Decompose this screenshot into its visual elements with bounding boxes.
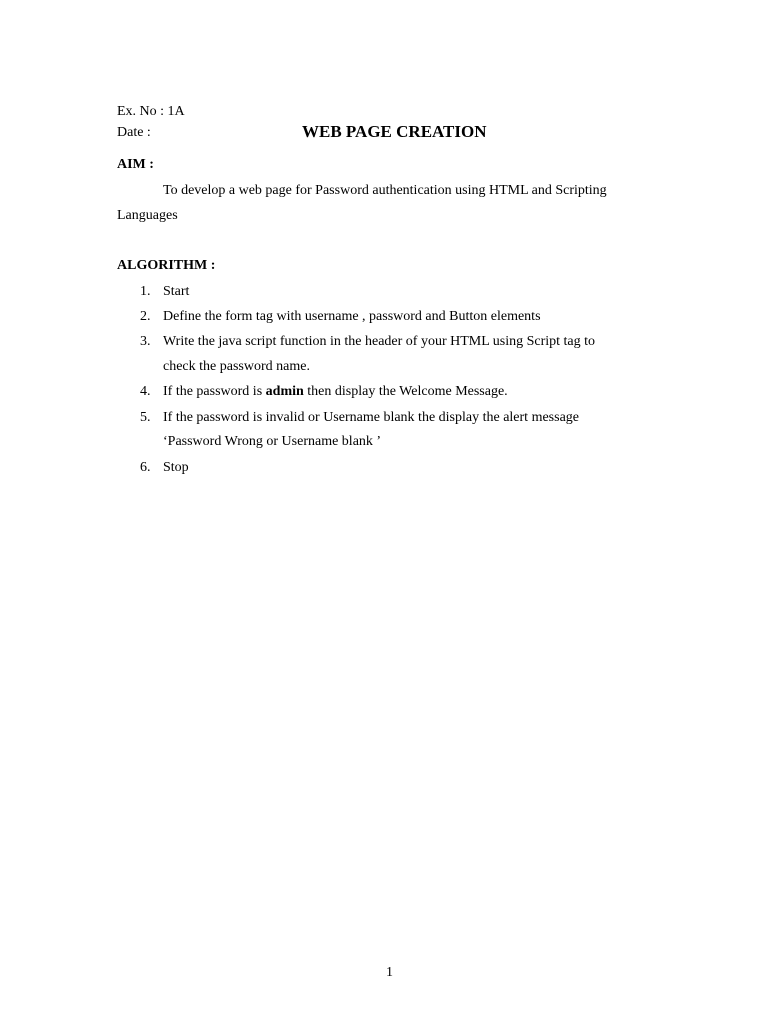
aim-heading: AIM : bbox=[117, 157, 154, 172]
aim-text-line-2: Languages bbox=[117, 208, 178, 223]
exercise-number: Ex. No : 1A bbox=[117, 104, 185, 119]
step-text-line-1: If the password is invalid or Username blank the display the alert message bbox=[163, 410, 579, 425]
step-number: 6. bbox=[140, 460, 151, 475]
step-text: Start bbox=[163, 284, 190, 299]
step-number: 5. bbox=[140, 410, 151, 425]
step-text-line-2: check the password name. bbox=[163, 359, 310, 374]
step-number: 3. bbox=[140, 334, 151, 349]
step-number: 1. bbox=[140, 284, 151, 299]
step-text-post: then display the Welcome Message. bbox=[303, 384, 508, 399]
page-title: WEB PAGE CREATION bbox=[302, 122, 487, 141]
date-label: Date : bbox=[117, 125, 151, 140]
step-text-bold: admin bbox=[265, 384, 304, 399]
step-text-line-1: Write the java script function in the header of your HTML using Script tag to bbox=[163, 334, 596, 349]
step-number: 2. bbox=[140, 309, 151, 324]
page-number: 1 bbox=[386, 965, 393, 980]
step-text: Stop bbox=[163, 460, 189, 475]
step-text-line-2: ‘Password Wrong or Username blank ’ bbox=[163, 434, 382, 449]
step-text bbox=[163, 384, 508, 400]
step-text: Define the form tag with username , password and Button elements bbox=[163, 309, 541, 324]
step-text-pre: If the password is bbox=[163, 384, 266, 399]
aim-text-line-1: To develop a web page for Password authentication using HTML and Scripting bbox=[163, 183, 607, 198]
step-number: 4. bbox=[140, 384, 151, 399]
algorithm-heading: ALGORITHM : bbox=[117, 258, 216, 273]
